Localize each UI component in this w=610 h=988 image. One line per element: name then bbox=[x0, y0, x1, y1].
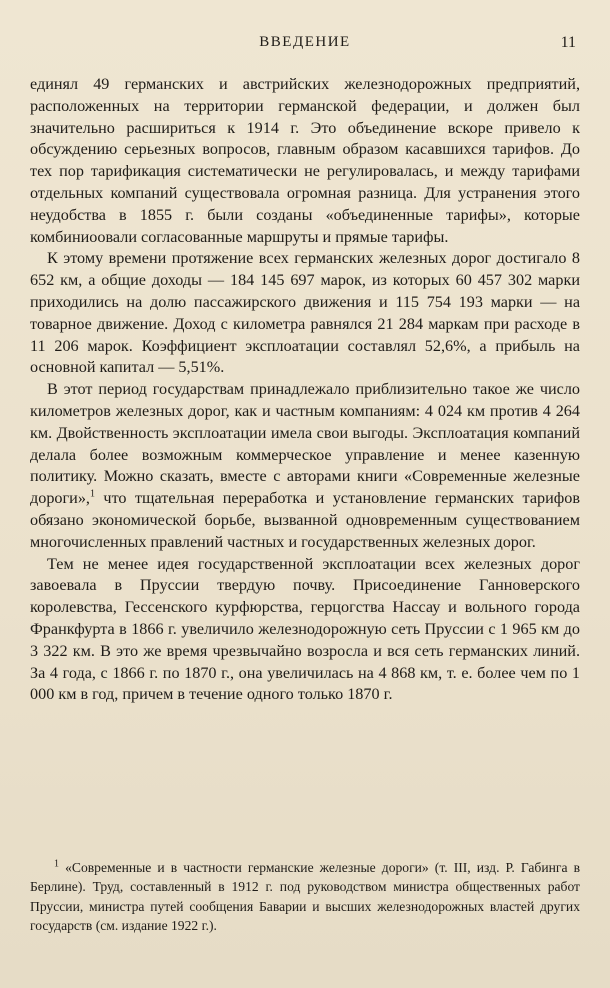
paragraph bbox=[30, 379, 580, 553]
page-header bbox=[30, 34, 580, 56]
paragraph-continued: единял 49 германских и австрийских железнодорожных предприятий, расположенных на территории германской федерации, и должен был значительно расшириться к 1914 г. Это объединение вскоре привело к обсуждению серьезных вопросов, главным образом касавшихся тарифов. До тех пор тарификация систематически не регулировалась, и между тарифами отдельных компаний существовала огромная разница. Для устранения этого неудобства в 1855 г. были созданы «объединенные тарифы», которые комбиниоовали согласованные маршруты и прямые тарифы. bbox=[30, 75, 580, 246]
footnote-marker: 1 bbox=[54, 858, 59, 870]
footnote-text: «Современные и в частности германские железные дороги» (т. III, изд. Р. Габинга в Берлине). Труд, составленный в 1912 г. под руководством министра общественных работ Пруссии, министра путей сообщения Баварии и высших железнодорожных властей других государств (см. издание 1922 г.). bbox=[30, 860, 580, 934]
paragraph: Тем не менее идея государственной эксплоатации всех железных дорог завоевала в Пруссии твердую почву. Присоединение Ганноверского королевства, Гессенского курфюрства, герцогства Нассау и вольного города Франкфурта в 1866 г. увеличило железнодорожную сеть Пруссии с 1 965 км до 3 322 км. В это же время чрезвычайно возросла и вся сеть германских линий. За 4 года, с 1866 г. по 1870 г., она увеличилась на 4 868 км, т. е. более чем по 1 000 км в год, причем в течение одного только 1870 г. bbox=[30, 554, 580, 704]
running-title: ВВЕДЕНИЕ bbox=[259, 34, 351, 50]
main-text bbox=[30, 74, 580, 706]
paragraph-text: В этот период государствам принадлежало приблизительно такое же число километров железных дорог, как и частным компаниям: 4 024 км против 4 264 км. Двойственность эксплоатации имела свои выгоды. Эксплоатация компаний делала более возможным коммерческое управление и менее казенную политику. Можно сказать, вместе с авторами книги «Современные железные дороги», bbox=[30, 380, 580, 508]
footnote-reference: 1 bbox=[89, 488, 95, 500]
footnote bbox=[30, 858, 580, 936]
page-number: 11 bbox=[560, 34, 576, 51]
paragraph-text: что тщательная переработка и установление германских тарифов обязано экономической борьбе, вызванной одновременным существованием многочисленных правлений частных и государственных железных дорог. bbox=[30, 489, 580, 551]
paragraph: К этому времени протяжение всех германских железных дорог достигало 8 652 км, а общие доходы — 184 145 697 марок, из которых 60 457 302 марки приходились на долю пассажирского движения и 115 754 193 марки — на товарное движение. Доход с километра равнялся 21 284 маркам при расходе в 11 206 марок. Коэффициент эксплоатации составлял 52,6%, а прибыль на основной капитал — 5,51%. bbox=[30, 249, 580, 377]
footnote-block bbox=[30, 858, 580, 936]
